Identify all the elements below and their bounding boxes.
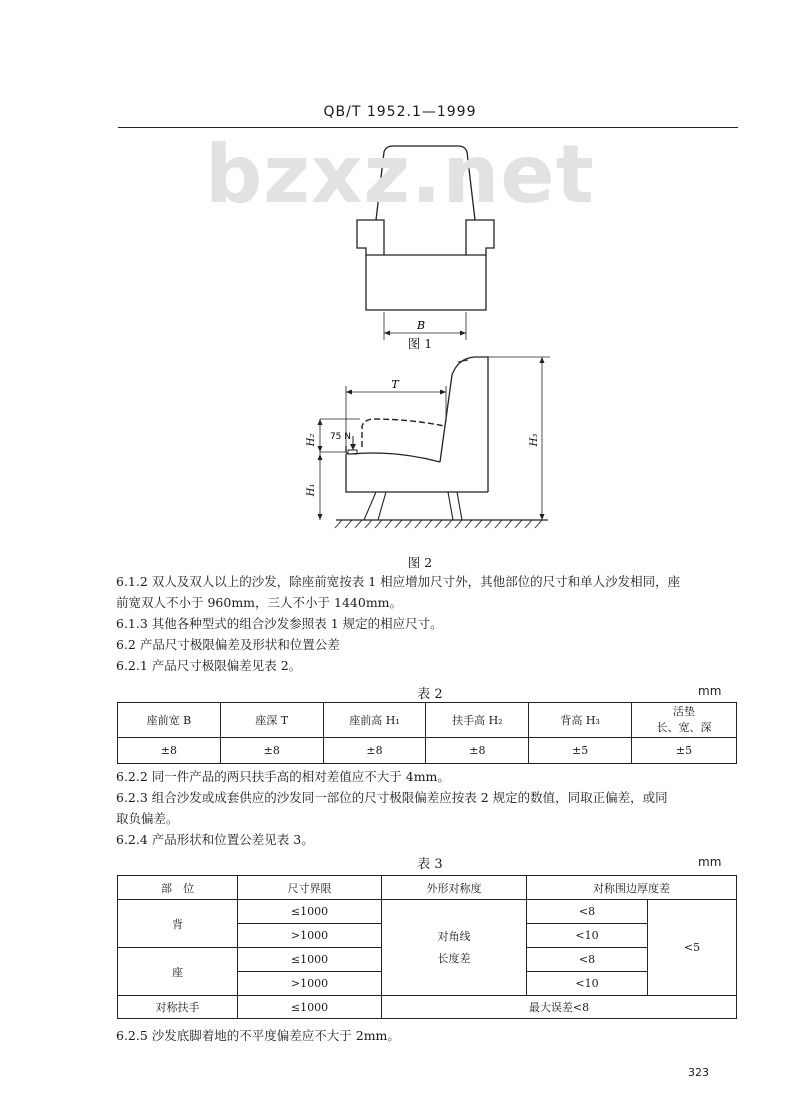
table-2-cell: ±8	[323, 738, 426, 764]
table-3-limit-cell: ≤1000	[238, 900, 382, 924]
watermark: bzxz.net	[205, 128, 595, 221]
table-2	[117, 702, 737, 764]
para-6-2-3-line1: 6.2.3 组合沙发或成套供应的沙发同一部位的尺寸极限偏差应按表 2 规定的数值，同取正偏差，或同	[116, 790, 668, 805]
table-2-header-cell: 座前宽 B	[118, 703, 221, 738]
table-2-unit: mm	[698, 684, 722, 698]
table-2-title: 表 2	[417, 687, 443, 702]
table-3-symmetry-cell	[382, 900, 527, 996]
table-3-header-cell: 外形对称度	[382, 876, 527, 900]
table-3-header-cell: 尺寸界限	[238, 876, 382, 900]
force-75n-label: 75 N	[329, 432, 351, 442]
table-3-tolerance-cell: <8	[527, 900, 648, 924]
table-2-cell: ±8	[118, 738, 221, 764]
para-6-1-2-line2: 前宽双人不小于 960mm，三人不小于 1440mm。	[116, 595, 403, 610]
table-3-limit-cell: ≤1000	[238, 948, 382, 972]
dimension-t-label: T	[391, 378, 399, 391]
table-3-header-cell: 部 位	[118, 876, 238, 900]
para-6-1-2-line1: 6.1.2 双人及双人以上的沙发，除座前宽按表 1 相应增加尺寸外，其他部位的尺寸和单人沙发相同，座	[116, 574, 681, 589]
table-3-limit-cell: ≤1000	[238, 996, 382, 1019]
table-3-tolerance-cell: <10	[527, 924, 648, 948]
para-6-2-5: 6.2.5 沙发底脚着地的不平度偏差应不大于 2mm。	[116, 1028, 400, 1043]
para-6-2-3-line2: 取负偏差。	[116, 811, 179, 826]
table-3-tolerance-cell: <8	[527, 948, 648, 972]
figure-1-caption: 图 1	[407, 336, 433, 351]
floor-hatching	[335, 520, 542, 528]
table-3-unit: mm	[698, 855, 722, 869]
table-3-tolerance-cell: <10	[527, 972, 648, 996]
table-2-cell: ±8	[220, 738, 323, 764]
table-3	[117, 875, 737, 1019]
standard-code-header: QB/T 1952.1—1999	[323, 104, 477, 120]
dimension-h1-label: H₁	[306, 483, 317, 497]
table-2-header-cell: 座前高 H₁	[323, 703, 426, 738]
dimension-b-label: B	[416, 319, 426, 332]
table-3-title: 表 3	[417, 857, 443, 872]
table-2-header-cell: 背高 H₃	[529, 703, 632, 738]
table-3-part-cell: 座	[118, 948, 238, 996]
table-2-header-cell	[632, 703, 737, 738]
table-2-header-line: 活垫	[673, 705, 696, 718]
para-6-2-1: 6.2.1 产品尺寸极限偏差见表 2。	[116, 658, 302, 673]
table-3-part-cell: 背	[118, 900, 238, 948]
dimension-h3-label: H₃	[529, 433, 540, 447]
table-3-symmetry-line: 对角线	[437, 929, 471, 943]
table-3-arm-tolerance-cell: 最大误差<8	[382, 996, 737, 1019]
dimension-h2-label: H₂	[306, 433, 317, 447]
para-6-2-2: 6.2.2 同一件产品的两只扶手高的相对差值应不大于 4mm。	[116, 769, 450, 784]
table-2-cell: ±8	[426, 738, 529, 764]
table-3-part-cell: 对称扶手	[118, 996, 238, 1019]
para-6-2: 6.2 产品尺寸极限偏差及形状和位置公差	[116, 637, 340, 652]
table-3-symmetry-line: 长度差	[437, 951, 471, 965]
figure-2-caption: 图 2	[407, 555, 433, 570]
table-3-thickness-cell: <5	[648, 900, 737, 996]
table-2-cell: ±5	[632, 738, 737, 764]
table-3-limit-cell: >1000	[238, 972, 382, 996]
table-2-cell: ±5	[529, 738, 632, 764]
para-6-2-4: 6.2.4 产品形状和位置公差见表 3。	[116, 832, 314, 847]
table-2-header-line: 长、宽、深	[656, 721, 712, 734]
para-6-1-3: 6.1.3 其他各种型式的组合沙发参照表 1 规定的相应尺寸。	[116, 616, 443, 631]
figure-2-side-view	[318, 357, 551, 520]
table-3-header-cell: 对称围边厚度差	[527, 876, 737, 900]
table-2-header-cell: 扶手高 H₂	[426, 703, 529, 738]
page-number: 323	[688, 1066, 709, 1079]
table-3-limit-cell: >1000	[238, 924, 382, 948]
table-2-header-cell: 座深 T	[220, 703, 323, 738]
